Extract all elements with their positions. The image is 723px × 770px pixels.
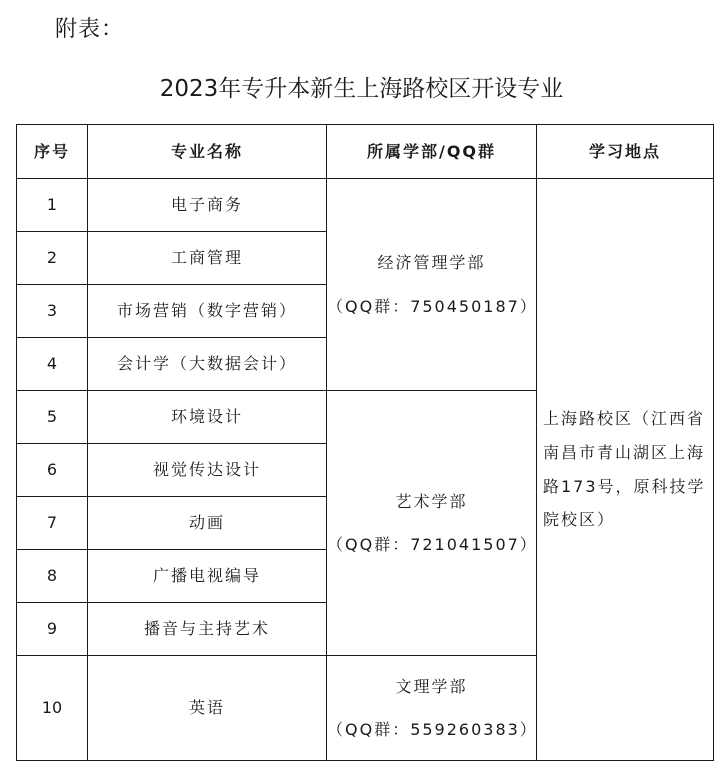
department-qq: （QQ群：559260383）	[327, 720, 538, 739]
table-header-row	[17, 125, 714, 179]
row-number: 4	[17, 338, 88, 391]
header-major-name: 专业名称	[88, 125, 327, 179]
major-name: 电子商务	[88, 179, 327, 232]
department-name: 经济管理学部	[377, 253, 486, 273]
major-name: 会计学（大数据会计）	[88, 338, 327, 391]
study-location: 上海路校区（江西省南昌市青山湖区上海路173号，原科技学院校区）	[543, 409, 706, 530]
major-name: 工商管理	[88, 232, 327, 285]
location-cell	[537, 179, 714, 761]
row-number: 9	[17, 603, 88, 656]
row-number: 10	[17, 656, 88, 761]
department-qq: （QQ群：750450187）	[327, 296, 538, 316]
department-cell	[327, 391, 537, 656]
department-cell	[327, 179, 537, 391]
header-department: 所属学部/QQ群	[327, 125, 537, 179]
row-number: 6	[17, 444, 88, 497]
major-name: 动画	[88, 497, 327, 550]
department-name: 文理学部	[395, 676, 468, 696]
header-serial: 序号	[17, 125, 88, 179]
major-name: 播音与主持艺术	[88, 603, 327, 656]
major-name: 广播电视编导	[88, 550, 327, 603]
document-title: 2023年专升本新生上海路校区开设专业	[159, 76, 564, 102]
major-name: 英语	[88, 656, 327, 761]
major-name: 环境设计	[88, 391, 327, 444]
department-cell	[327, 656, 537, 761]
row-number: 8	[17, 550, 88, 603]
major-name: 视觉传达设计	[88, 444, 327, 497]
row-number: 5	[17, 391, 88, 444]
header-location: 学习地点	[537, 125, 714, 179]
majors-table	[16, 124, 714, 761]
department-qq: （QQ群：721041507）	[327, 535, 538, 554]
attachment-label: 附表：	[55, 17, 125, 42]
row-number: 3	[17, 285, 88, 338]
row-number: 1	[17, 179, 88, 232]
major-name: 市场营销（数字营销）	[88, 285, 327, 338]
row-number: 7	[17, 497, 88, 550]
department-name: 艺术学部	[395, 491, 468, 511]
table-row	[17, 179, 714, 232]
row-number: 2	[17, 232, 88, 285]
